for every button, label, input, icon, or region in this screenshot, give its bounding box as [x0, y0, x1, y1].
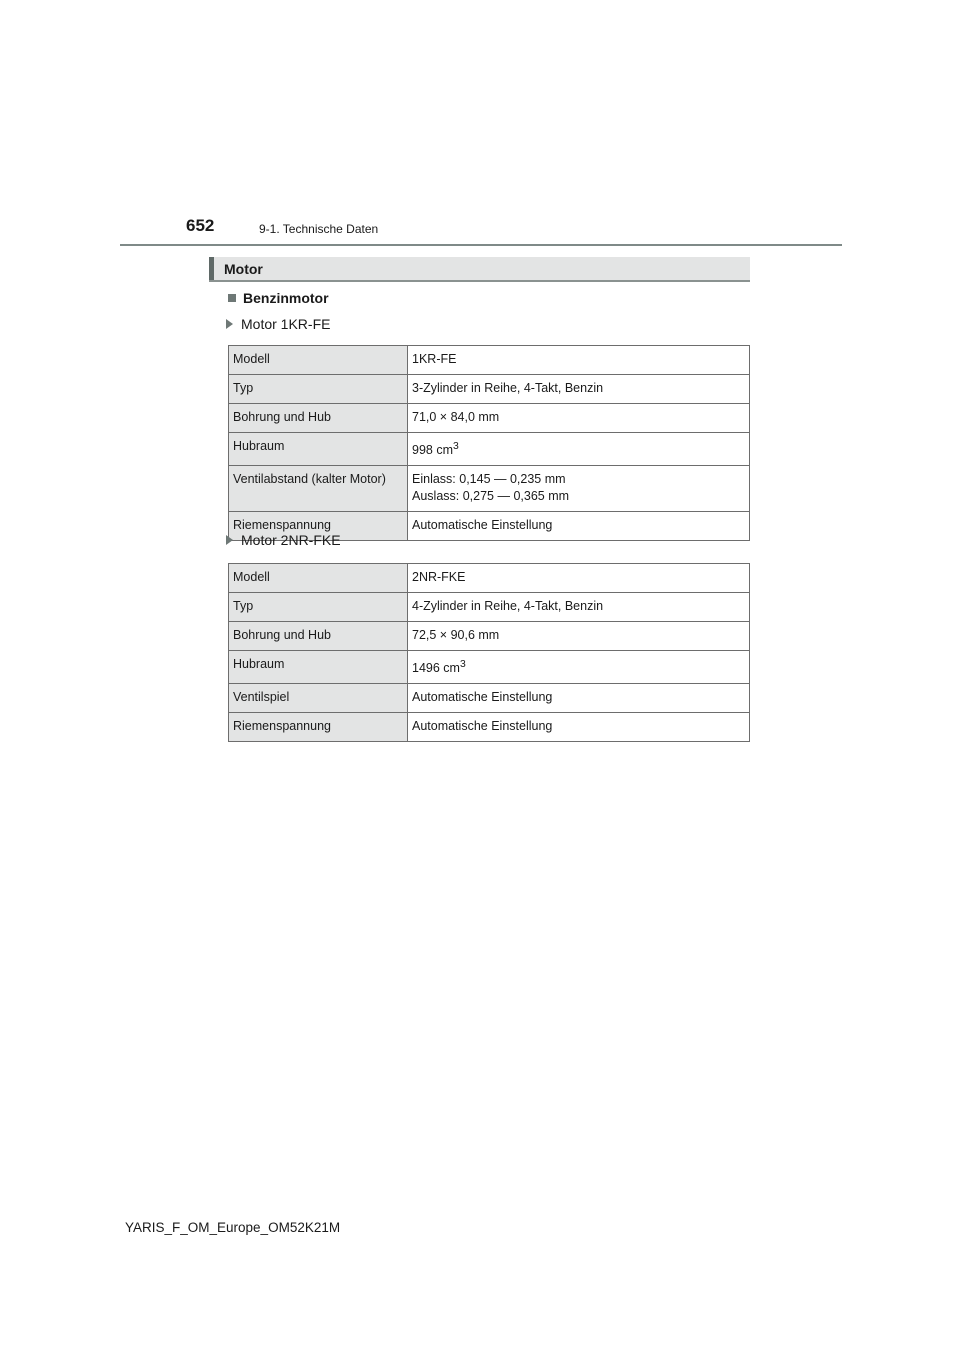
table-row	[229, 404, 750, 433]
engine-heading-2nr-fke	[226, 532, 341, 548]
section-heading	[209, 257, 750, 282]
spec-value: Automatische Einstellung	[408, 713, 750, 742]
spec-key: Riemenspannung	[229, 512, 408, 541]
spec-value-superscript: 3	[453, 441, 459, 452]
table-row	[229, 433, 750, 466]
spec-value: 3-Zylinder in Reihe, 4-Takt, Benzin	[408, 375, 750, 404]
spec-key: Typ	[229, 593, 408, 622]
spec-value-line: Einlass: 0,145 — 0,235 mm	[412, 472, 566, 487]
spec-table-2nr-fke	[228, 563, 750, 742]
table-row	[229, 684, 750, 713]
page-number: 652	[186, 216, 215, 235]
spec-table-1kr-fe	[228, 345, 750, 541]
engine-heading-1kr-fe	[226, 316, 330, 332]
footer-doc-id: YARIS_F_OM_Europe_OM52K21M	[125, 1220, 341, 1235]
table-row	[229, 466, 750, 512]
spec-value: 1KR-FE	[408, 346, 750, 375]
subsection-heading	[228, 290, 329, 306]
spec-value: 72,5 × 90,6 mm	[408, 622, 750, 651]
spec-value-superscript: 3	[459, 659, 466, 670]
table-row	[229, 346, 750, 375]
table-row	[229, 564, 750, 593]
arrow-right-icon	[226, 535, 233, 545]
section-title: Motor	[224, 261, 263, 277]
spec-value: 998 cm	[412, 443, 453, 458]
header-rule	[120, 244, 842, 246]
spec-value: 4-Zylinder in Reihe, 4-Takt, Benzin	[408, 593, 750, 622]
engine-heading-label: Motor 2NR-FKE	[241, 532, 341, 548]
spec-value: 1496 cm	[412, 661, 460, 676]
spec-value: 71,0 × 84,0 mm	[408, 404, 750, 433]
spec-key: Hubraum	[229, 433, 408, 466]
table-row	[229, 622, 750, 651]
spec-value-line: Auslass: 0,275 — 0,365 mm	[412, 489, 570, 504]
arrow-right-icon	[226, 319, 233, 329]
spec-value: Automatische Einstellung	[408, 684, 750, 713]
spec-key: Bohrung und Hub	[229, 404, 408, 433]
subsection-title: Benzinmotor	[243, 290, 329, 306]
table-row	[229, 375, 750, 404]
chapter-title: 9-1. Technische Daten	[259, 222, 379, 236]
spec-value-cell	[408, 466, 750, 512]
engine-heading-label: Motor 1KR-FE	[241, 316, 331, 332]
spec-value-cell	[408, 651, 750, 684]
spec-key: Riemenspannung	[229, 713, 408, 742]
spec-value: 2NR-FKE	[408, 564, 750, 593]
table-row	[229, 651, 750, 684]
spec-key: Bohrung und Hub	[229, 622, 408, 651]
spec-value: Automatische Einstellung	[408, 512, 750, 541]
spec-key: Ventilspiel	[229, 684, 408, 713]
spec-key: Hubraum	[229, 651, 408, 684]
spec-key: Ventilabstand (kalter Motor)	[229, 466, 408, 512]
spec-key: Modell	[229, 564, 408, 593]
spec-value-cell	[408, 433, 750, 466]
square-bullet-icon	[228, 294, 236, 302]
spec-key: Modell	[229, 346, 408, 375]
table-row	[229, 593, 750, 622]
spec-key: Typ	[229, 375, 408, 404]
section-heading-bar	[209, 257, 214, 280]
table-row	[229, 713, 750, 742]
